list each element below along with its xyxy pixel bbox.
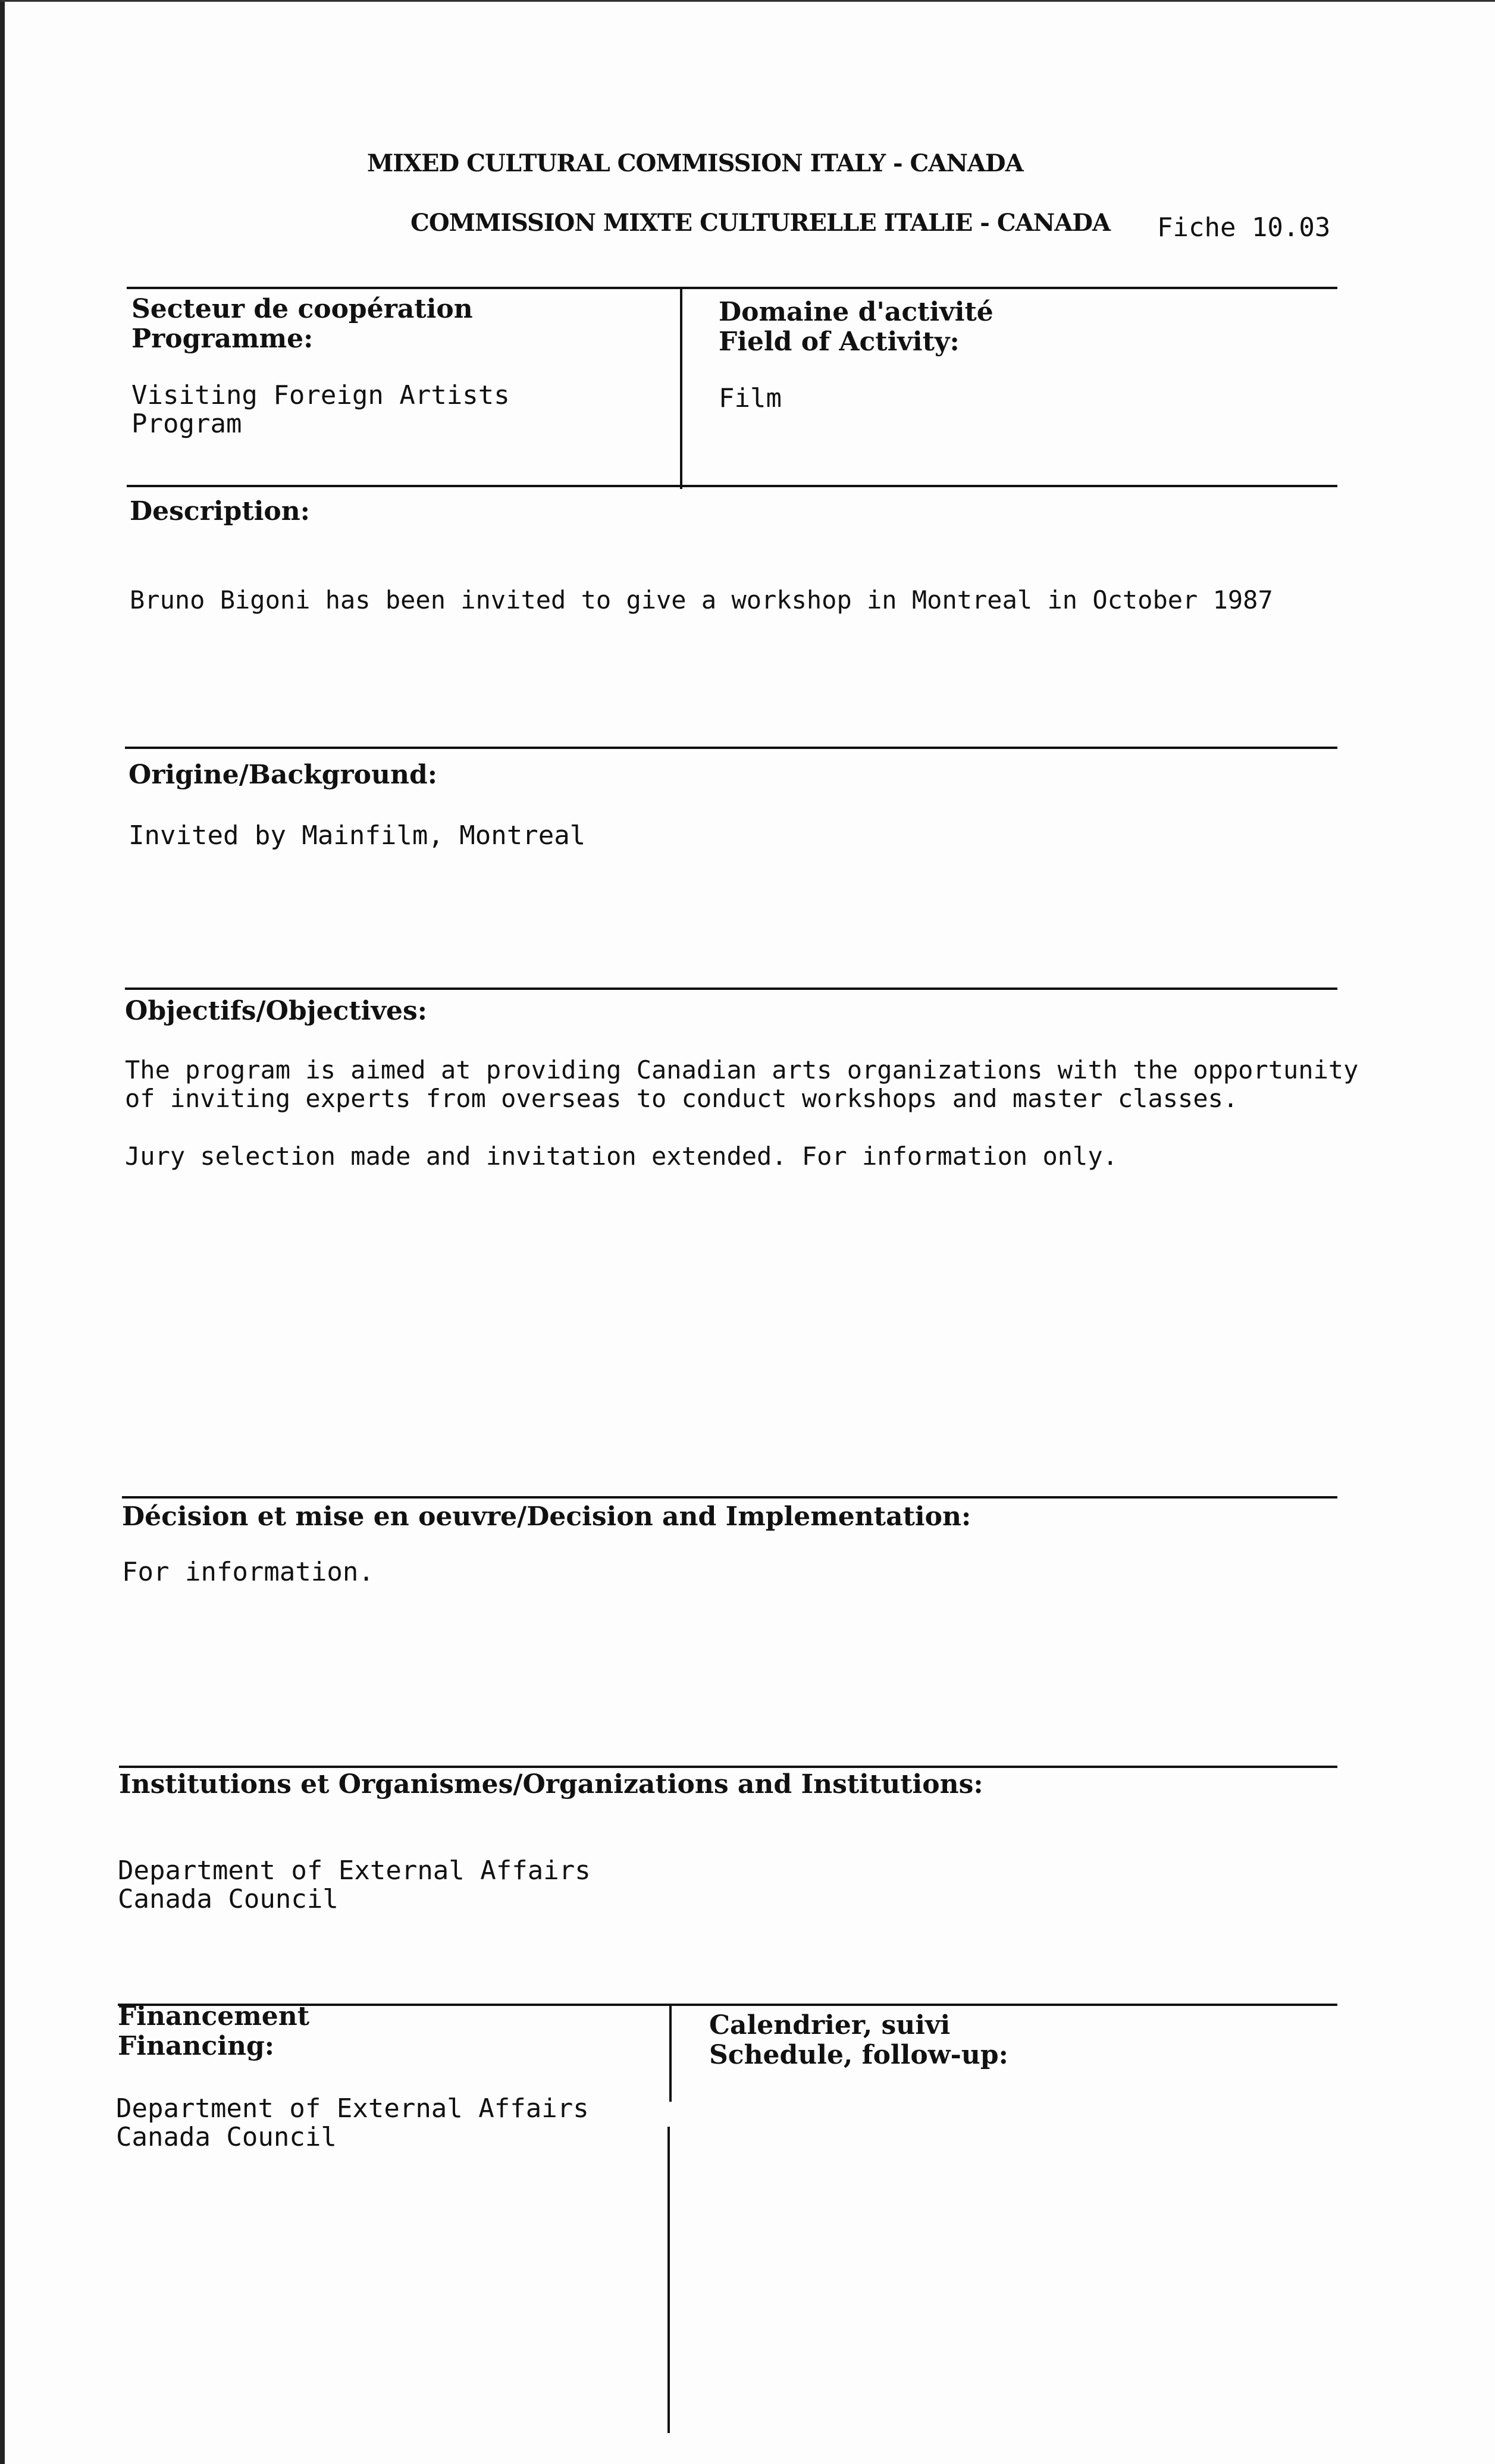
financing-line1: Department of External Affairs xyxy=(116,2093,589,2124)
divider-objectives xyxy=(125,988,1337,990)
programme-label: Programme: xyxy=(131,324,314,354)
fiche-number: Fiche 10.03 xyxy=(1157,212,1331,243)
background-text: Invited by Mainfilm, Montreal xyxy=(128,820,586,851)
description-label: Description: xyxy=(130,496,310,526)
divider-vertical-bottom-2 xyxy=(667,2127,670,2433)
divider-background xyxy=(125,747,1337,749)
objectives-line1: The program is aimed at providing Canadian arts organizations with the opportunity xyxy=(125,1055,1359,1084)
divider-sector-bottom xyxy=(127,485,1337,487)
divider-vertical-top xyxy=(680,287,682,489)
domain-label: Domaine d'activité xyxy=(719,297,993,327)
description-text: Bruno Bigoni has been invited to give a workshop in Montreal in October 1987 xyxy=(130,585,1273,615)
sector-label: Secteur de coopération xyxy=(131,294,473,324)
institutions-label: Institutions et Organismes/Organizations and Institutions: xyxy=(119,1769,983,1800)
title-english: MIXED CULTURAL COMMISSION ITALY - CANADA xyxy=(367,149,1023,177)
divider-vertical-bottom-1 xyxy=(669,2004,672,2102)
scan-edge xyxy=(0,0,5,2464)
objectives-label: Objectifs/Objectives: xyxy=(125,996,428,1026)
divider-top xyxy=(127,287,1337,289)
objectives-line3: Jury selection made and invitation extended. For information only. xyxy=(125,1142,1118,1171)
background-label: Origine/Background: xyxy=(128,760,438,790)
divider-institutions xyxy=(119,1766,1337,1768)
financing-label-fr: Financement xyxy=(118,2001,310,2032)
objectives-line2: of inviting experts from overseas to conduct workshops and master classes. xyxy=(125,1084,1239,1113)
schedule-label-fr: Calendrier, suivi xyxy=(709,2010,951,2040)
program-value-line2: Program xyxy=(131,409,242,439)
schedule-label-en: Schedule, follow-up: xyxy=(709,2040,1008,2070)
field-value: Film xyxy=(719,383,782,413)
divider-decision xyxy=(122,1496,1337,1499)
field-of-activity-label: Field of Activity: xyxy=(719,327,960,357)
scan-top-edge xyxy=(0,0,1495,2)
decision-label: Décision et mise en oeuvre/Decision and Implementation: xyxy=(122,1501,971,1532)
financing-label-en: Financing: xyxy=(118,2031,274,2061)
program-value-line1: Visiting Foreign Artists xyxy=(131,380,510,410)
institutions-line1: Department of External Affairs xyxy=(118,1855,591,1886)
financing-line2: Canada Council xyxy=(116,2122,337,2152)
institutions-line2: Canada Council xyxy=(118,1884,339,1914)
title-french: COMMISSION MIXTE CULTURELLE ITALIE - CANADA xyxy=(410,209,1111,237)
decision-text: For information. xyxy=(122,1557,374,1587)
